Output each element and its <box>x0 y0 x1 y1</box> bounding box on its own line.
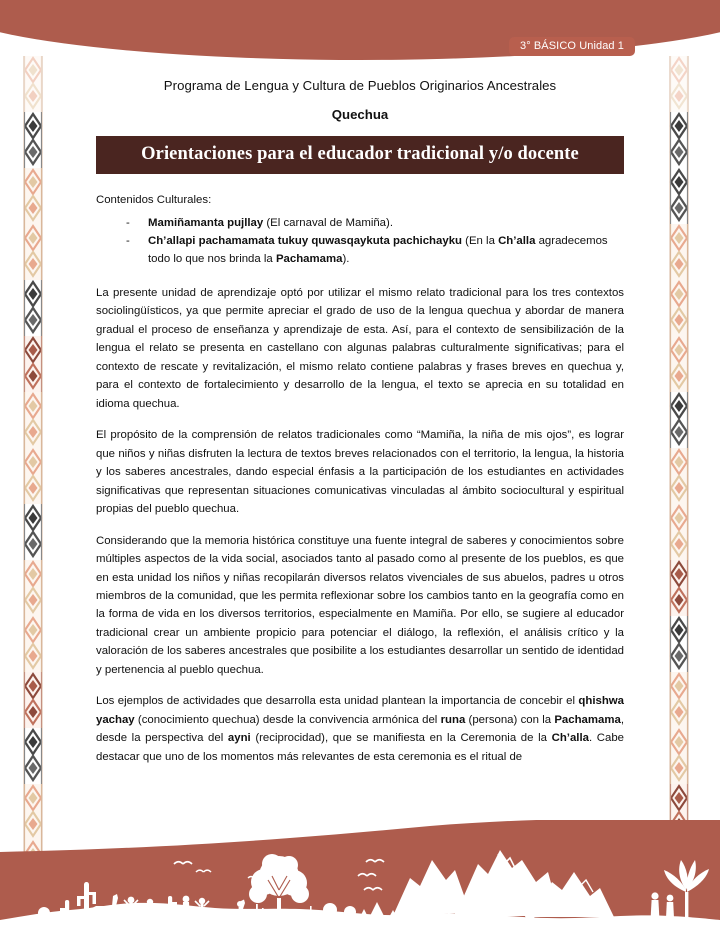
paragraph-4 <box>96 692 624 766</box>
par4-part5: (reciprocidad), que se manifiesta en la Ceremonia de la <box>250 732 552 745</box>
document-content <box>96 78 624 779</box>
list-dash: - <box>126 217 130 229</box>
right-textile-border <box>668 56 690 856</box>
section-banner: Orientaciones para el educador tradicional y/o docente <box>96 136 624 174</box>
term-ayni: ayni <box>227 732 251 745</box>
term-gloss: (En la <box>461 235 499 248</box>
term-qhishwa-yachay: qhishwa yachay <box>96 695 624 726</box>
par4-part6: . Cabe destacar que uno de los momentos más relevantes de esta ceremonia es el ritual de <box>96 732 625 763</box>
list-item <box>126 215 624 232</box>
term-gloss-end: ). <box>342 252 350 265</box>
gloss-bold-challa: Ch’alla <box>498 235 536 248</box>
bottom-landscape-band <box>0 820 720 932</box>
cultural-contents-label: Contenidos Culturales: <box>96 194 212 206</box>
term-gloss: (El carnaval de Mamiña). <box>263 217 393 229</box>
paragraph-2: El propósito de la comprensión de relatos tradicionales como “Mamiña, la niña de mis ojos”, es lograr que niños y niñas disfruten la lectura de textos breves relacionados con el territorio, la lengua, la historia y los saberes ancestrales, dando especial énfasis a la participación de los estudiantes en actividades significativas que representan situaciones comunicativas vinculadas al ámbito sociocultural y espiritual propias del pueblo quechua. <box>96 429 624 516</box>
language-title: Quechua <box>331 107 389 122</box>
paragraph-3: Considerando que la memoria histórica constituye una fuente integral de saberes y conocimientos sobre múltiples aspectos de la vida social, asociados tanto al pasado como al presente de los pueblos, es que en esta unidad los niños y niñas recopilarán diversos relatos vivenciales de sus abuelos, padres u otros miembros de la comunidad, que les permita reflexionar sobre los cambios tanto en la geografía como en la forma de vida en los diversos territorios, especialmente en Mamiña. Por ello, se sugiere al educador tradicional crear un ambiente propicio para potenciar el diálogo, la reflexión, el análisis crítico y la valoración de los saberes ancestrales que posibilite a los estudiantes desarrollar un sentido de identidad y pertenencia al pueblo quechua. <box>96 534 624 676</box>
list-dash: - <box>126 235 130 248</box>
par4-part3: (persona) con la <box>465 713 555 726</box>
program-title: Programa de Lengua y Cultura de Pueblos Originarios Ancestrales <box>163 78 557 93</box>
par4-part1: Los ejemplos de actividades que desarrolla esta unidad plantean la importancia de concebir el <box>96 695 579 708</box>
par4-part2: (conocimiento quechua) desde la convivencia armónica del <box>134 713 441 726</box>
left-textile-border <box>22 56 44 856</box>
unit-badge: 3° BÁSICO Unidad 1 <box>509 37 635 56</box>
gloss-bold-pachamama: Pachamama <box>275 252 343 265</box>
paragraph-1: La presente unidad de aprendizaje optó por utilizar el mismo relato tradicional para los tres contextos sociolingüísticos, ya que permite apreciar el grado de uso de la lengua quechua y abordar de manera gradual el proceso de enseñanza y aprendizaje de esta. Así, para el contexto de sensibilización de la lengua el relato se presenta en castellano con algunas palabras culturalmente significativas; para el contexto de rescate y revitalización, el mismo relato contiene palabras y frases breves en quechua y, para el contexto de fortalecimiento y desarrollo de la lengua, el texto se aprecia en su totalidad en idioma quechua. <box>96 286 624 410</box>
par4-part4: , desde la perspectiva del <box>96 713 624 745</box>
cultural-contents-list <box>96 215 624 268</box>
list-item <box>126 233 624 268</box>
term-pachamama: Pachamama <box>554 713 621 726</box>
term-runa: runa <box>440 713 466 726</box>
term-challa: Ch’alla <box>551 732 589 745</box>
quechua-term: Mamiñamanta pujllay <box>148 217 264 229</box>
term-gloss-cont: agradecemos todo lo que nos brinda la <box>148 235 608 265</box>
quechua-term: Ch’allapi pachamamata tukuy quwasqaykuta pachichayku <box>148 235 462 248</box>
